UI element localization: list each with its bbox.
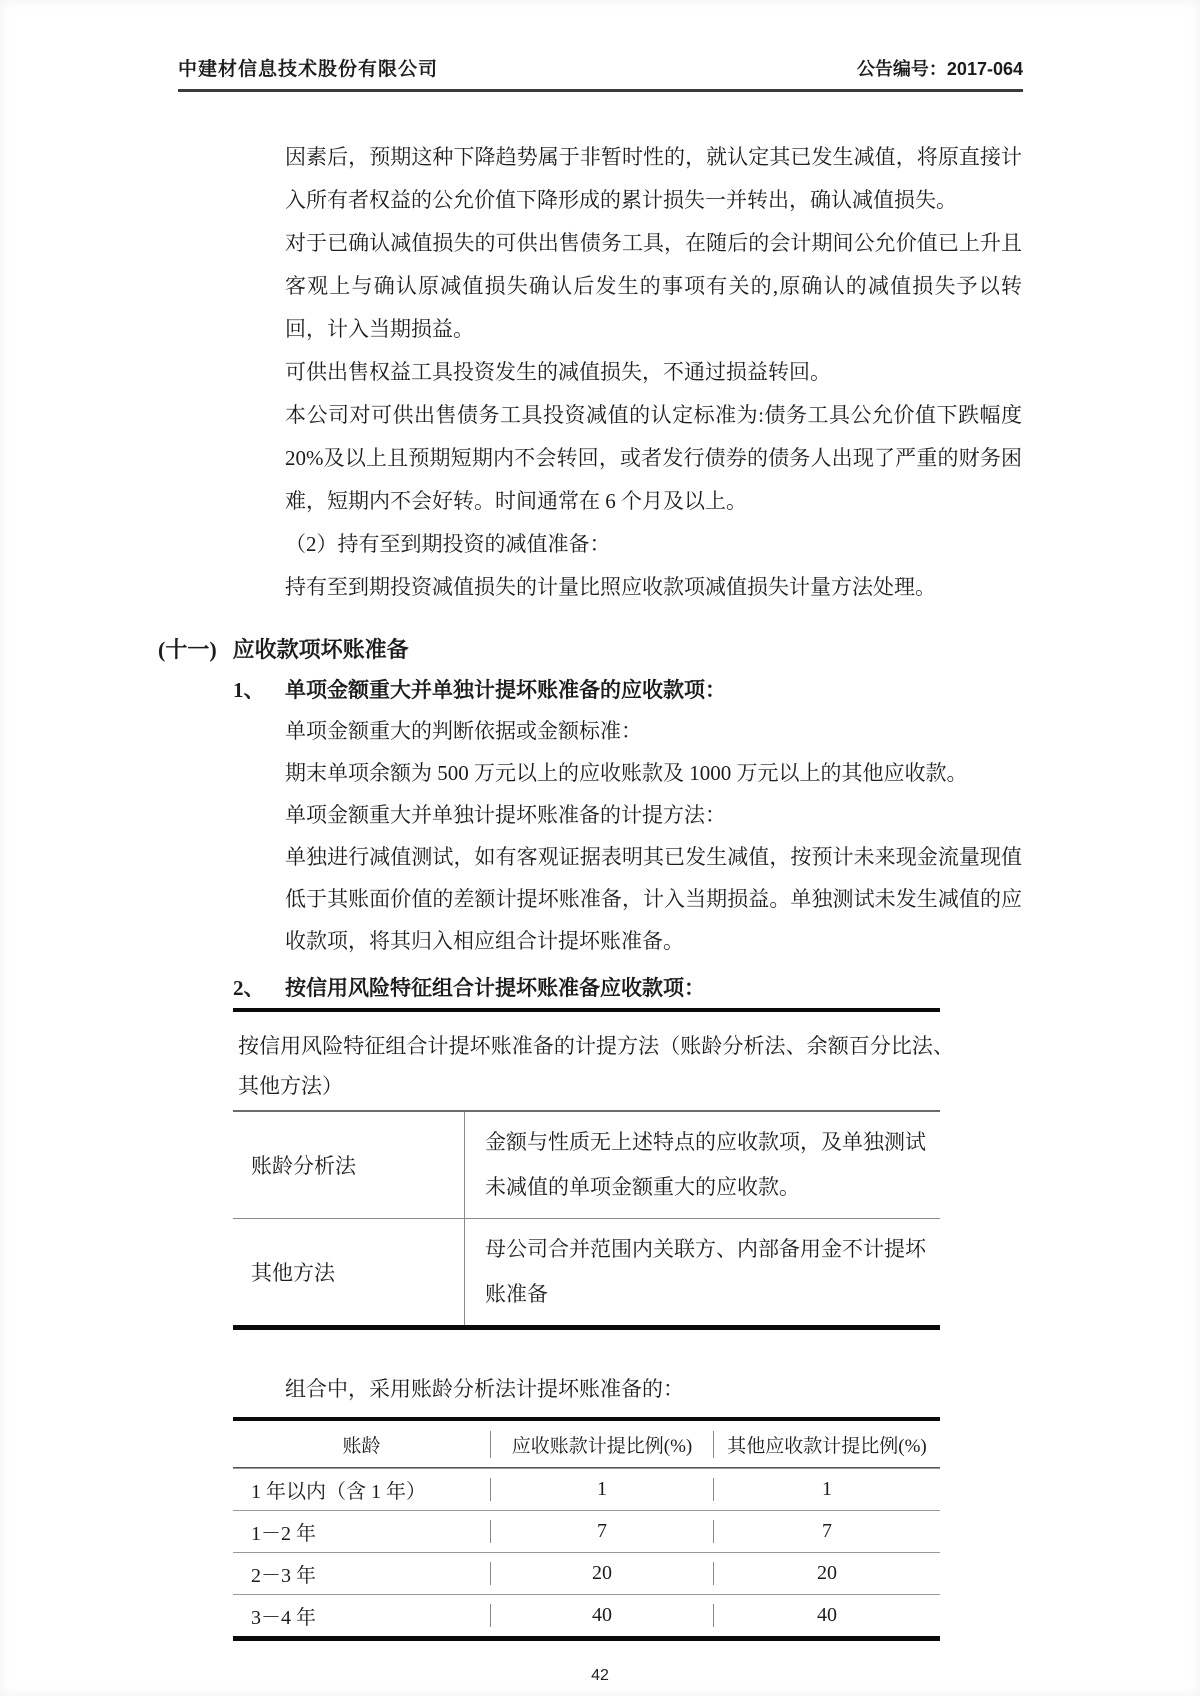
table-row: [233, 1594, 940, 1636]
item-1-heading: [233, 674, 1200, 704]
table-row: [233, 1218, 940, 1325]
other-receivable-ratio: 7: [713, 1520, 940, 1543]
aging-table: [233, 1417, 940, 1641]
paragraph: 本公司对可供出售债务工具投资减值的认定标准为:债务工具公允价值下跌幅度 20%及以上且预期短期内不会转回，或者发行债券的债务人出现了严重的财务困难，短期内不会好转。时间通常在 6 个月及以上。: [285, 403, 1022, 513]
aging-label: 1 年以内（含 1 年）: [251, 1481, 426, 1503]
description-cell: 母公司合并范围内关联方、内部备用金不计提坏账准备: [485, 1237, 926, 1306]
item-2-heading: [233, 972, 940, 1012]
item-1-number: 1、: [233, 678, 265, 702]
other-receivable-ratio: 40: [713, 1604, 940, 1627]
method-cell: 其他方法: [233, 1219, 465, 1325]
column-header: 其他应收款计提比例(%): [713, 1431, 940, 1458]
paragraph: 单项金额重大的判断依据或金额标准：: [285, 719, 642, 743]
paragraph: （2）持有至到期投资的减值准备：: [285, 532, 611, 556]
item-1-paragraphs: [285, 710, 1022, 962]
table-row: [233, 1510, 940, 1552]
paragraph: 期末单项余额为 500 万元以上的应收账款及 1000 万元以上的其他应收款。: [285, 761, 968, 785]
notice-number: 公告编号：2017-064: [856, 59, 1023, 79]
aging-intro: 组合中，采用账龄分析法计提坏账准备的：: [285, 1377, 684, 1401]
aging-label: 3－4 年: [251, 1607, 316, 1629]
page-number: 42: [591, 1667, 609, 1684]
aging-label: 2－3 年: [251, 1565, 316, 1587]
item-2-number: 2、: [233, 976, 265, 1000]
page-header: [178, 54, 1023, 92]
paragraph: 持有至到期投资减值损失的计量比照应收款项减值损失计量方法处理。: [285, 575, 936, 599]
method-table: [233, 1110, 940, 1330]
paragraph: 可供出售权益工具投资发生的减值损失，不通过损益转回。: [285, 360, 831, 384]
intro-paragraphs: [285, 136, 1022, 609]
method-cell: 账龄分析法: [233, 1112, 465, 1218]
column-header: 账龄: [342, 1435, 381, 1457]
paragraph: 单项金额重大并单独计提坏账准备的计提方法：: [285, 803, 726, 827]
receivable-ratio: 20: [490, 1562, 713, 1585]
receivable-ratio: 1: [490, 1478, 713, 1501]
section-number: (十一): [158, 637, 217, 662]
section-heading: [158, 633, 1200, 664]
table-row: [233, 1112, 940, 1218]
aging-label: 1－2 年: [251, 1523, 316, 1545]
paragraph: 因素后，预期这种下降趋势属于非暂时性的，就认定其已发生减值，将原直接计入所有者权益的公允价值下降形成的累计损失一并转出，确认减值损失。: [285, 145, 1022, 212]
paragraph: 对于已确认减值损失的可供出售债务工具，在随后的会计期间公允价值已上升且客观上与确认原减值损失确认后发生的事项有关的,原确认的减值损失予以转回，计入当期损益。: [285, 231, 1022, 341]
company-name: 中建材信息技术股份有限公司: [178, 59, 439, 80]
paragraph: 单独进行减值测试，如有客观证据表明其已发生减值，按预计未来现金流量现值低于其账面价值的差额计提坏账准备，计入当期损益。单独测试未发生减值的应收款项，将其归入相应组合计提坏账准备。: [285, 845, 1022, 953]
table-row: [233, 1552, 940, 1594]
method-paragraph: 按信用风险特征组合计提坏账准备的计提方法（账龄分析法、余额百分比法、其他方法）: [238, 1034, 954, 1098]
other-receivable-ratio: 20: [713, 1562, 940, 1585]
receivable-ratio: 40: [490, 1604, 713, 1627]
receivable-ratio: 7: [490, 1520, 713, 1543]
section-title: 应收款项坏账准备: [232, 637, 409, 662]
column-header: 应收账款计提比例(%): [490, 1431, 713, 1458]
item-2-title: 按信用风险特征组合计提坏账准备应收款项：: [285, 976, 705, 1000]
description-cell: 金额与性质无上述特点的应收款项，及单独测试未减值的单项金额重大的应收款。: [485, 1130, 926, 1199]
table-row: [233, 1468, 940, 1510]
table-header-row: [233, 1421, 940, 1468]
other-receivable-ratio: 1: [713, 1478, 940, 1501]
item-1-title: 单项金额重大并单独计提坏账准备的应收款项：: [285, 678, 726, 702]
